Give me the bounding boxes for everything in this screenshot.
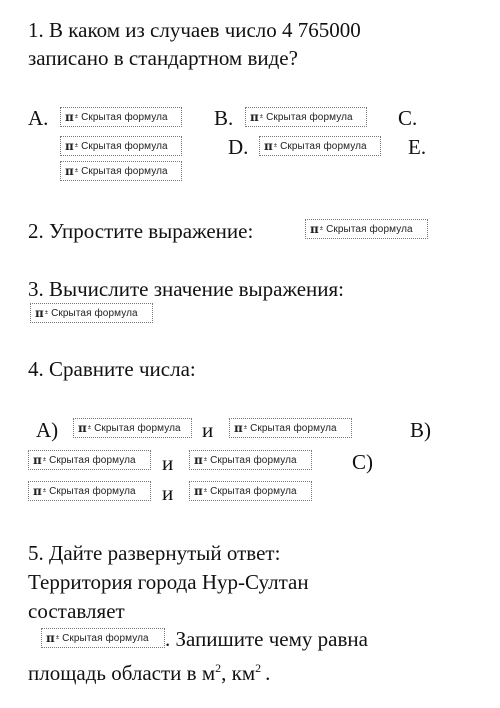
hidden-formula[interactable]: π ± Скрытая формула bbox=[60, 107, 182, 127]
q5-line3: составляет bbox=[28, 599, 125, 623]
q2-text: 2. Упростите выражение: bbox=[28, 219, 254, 243]
q1-option-c-label: C. bbox=[398, 106, 418, 130]
pi-icon: π bbox=[46, 631, 55, 645]
conjunction-and: и bbox=[162, 451, 174, 475]
q1-option-e-label: E. bbox=[408, 135, 427, 159]
q5-separator: , км bbox=[221, 661, 256, 685]
q4-option-c-label: C) bbox=[352, 450, 373, 474]
hidden-formula[interactable]: π ± Скрытая формула bbox=[189, 481, 312, 501]
q1-option-d-label: D. bbox=[228, 135, 249, 159]
pi-icon: π bbox=[65, 110, 74, 124]
hidden-formula[interactable]: π ± Скрытая формула bbox=[60, 136, 182, 156]
hidden-formula[interactable]: π ± Скрытая формула bbox=[30, 303, 153, 323]
q5-line5 bbox=[28, 656, 270, 685]
pi-icon: π bbox=[78, 421, 87, 435]
pi-icon: π bbox=[194, 484, 203, 498]
hidden-formula[interactable]: π ± Скрытая формула bbox=[229, 418, 352, 438]
superscript-2: 2 bbox=[215, 661, 222, 675]
pi-icon: π bbox=[35, 306, 44, 320]
hidden-formula[interactable]: π ± Скрытая формула bbox=[28, 450, 151, 470]
hidden-formula[interactable]: π ± Скрытая формула bbox=[305, 219, 428, 239]
conjunction-and: и bbox=[162, 481, 174, 505]
q4-option-b-label: B) bbox=[410, 418, 431, 442]
pi-icon: π bbox=[33, 453, 42, 467]
q5-line2: Территория города Нур-Султан bbox=[28, 570, 309, 594]
q4-text: 4. Сравните числа: bbox=[28, 357, 196, 381]
superscript-2: 2 bbox=[255, 661, 262, 675]
hidden-formula[interactable]: π ± Скрытая формула bbox=[259, 136, 381, 156]
q1-line1: 1. В каком из случаев число 4 765000 bbox=[28, 18, 361, 42]
pi-icon: π bbox=[33, 484, 42, 498]
hidden-formula[interactable]: π ± Скрытая формула bbox=[60, 161, 182, 181]
q1-option-b-label: B. bbox=[214, 106, 234, 130]
pi-icon: π bbox=[194, 453, 203, 467]
q3-text: 3. Вычислите значение выражения: bbox=[28, 277, 345, 301]
q5-end: . bbox=[265, 661, 271, 685]
pi-icon: π bbox=[65, 164, 74, 178]
hidden-formula[interactable]: π ± Скрытая формула bbox=[245, 107, 367, 127]
hidden-formula[interactable]: π ± Скрытая формула bbox=[189, 450, 312, 470]
pi-icon: π bbox=[65, 139, 74, 153]
conjunction-and: и bbox=[202, 418, 214, 442]
q1-option-a-label: A. bbox=[28, 106, 49, 130]
q4-option-a-label: A) bbox=[36, 418, 59, 442]
hidden-formula[interactable]: π ± Скрытая формула bbox=[41, 628, 165, 648]
hidden-formula[interactable]: π ± Скрытая формула bbox=[73, 418, 192, 438]
q5-line1: 5. Дайте развернутый ответ: bbox=[28, 541, 281, 565]
q1-line2: записано в стандартном виде? bbox=[28, 46, 298, 70]
pi-icon: π bbox=[234, 421, 243, 435]
q5-line4: . Запишите чему равна bbox=[165, 627, 368, 651]
q5-line5-prefix: площадь области в м bbox=[28, 661, 216, 685]
pi-icon: π bbox=[310, 222, 319, 236]
pi-icon: π bbox=[264, 139, 273, 153]
hidden-formula[interactable]: π ± Скрытая формула bbox=[28, 481, 151, 501]
pi-icon: π bbox=[250, 110, 259, 124]
